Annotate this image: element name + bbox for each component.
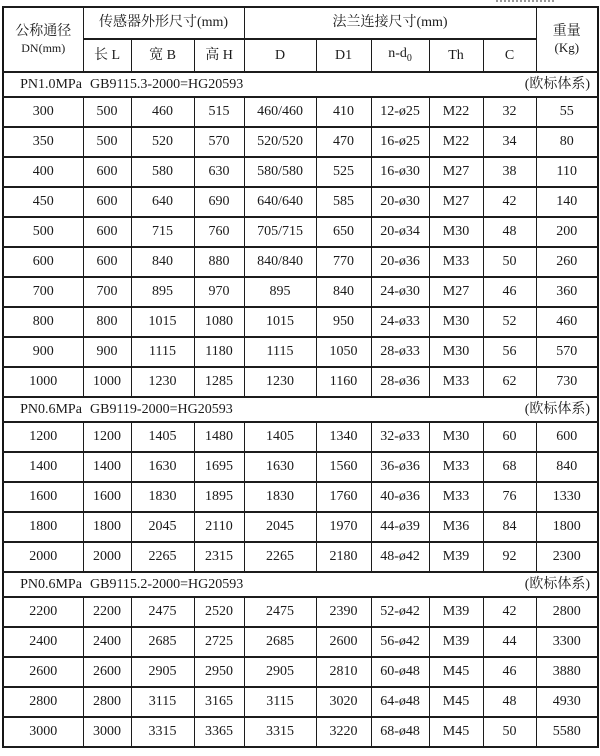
spec-cell: 46 — [483, 277, 536, 307]
spec-cell: 56-ø42 — [371, 627, 429, 657]
spec-cell: 700 — [3, 277, 83, 307]
spec-cell: 1695 — [194, 452, 244, 482]
spec-cell: 525 — [316, 157, 371, 187]
spec-cell: 1630 — [244, 452, 316, 482]
spec-cell: M45 — [429, 717, 483, 747]
spec-cell: 140 — [536, 187, 598, 217]
spec-cell: 350 — [3, 127, 83, 157]
spec-cell: 28-ø33 — [371, 337, 429, 367]
spec-data-row — [3, 512, 598, 542]
spec-cell: 700 — [83, 277, 131, 307]
pressure-rating-label: PN0.6MPa — [20, 576, 82, 592]
spec-cell: 500 — [83, 127, 131, 157]
spec-data-row — [3, 217, 598, 247]
spec-cell: 44 — [483, 627, 536, 657]
col-header-weight-unit: (Kg) — [554, 40, 580, 56]
spec-cell: 60 — [483, 422, 536, 452]
spec-data-row — [3, 597, 598, 627]
spec-cell: 2600 — [316, 627, 371, 657]
spec-cell: M22 — [429, 97, 483, 127]
header-row-2 — [3, 39, 598, 72]
spec-cell: 2475 — [131, 597, 194, 627]
spec-cell: 2000 — [83, 542, 131, 572]
spec-cell: 500 — [83, 97, 131, 127]
header-row-1 — [3, 7, 598, 39]
spec-cell: M30 — [429, 422, 483, 452]
spec-cell: 1340 — [316, 422, 371, 452]
section-header-cell — [3, 72, 598, 97]
spec-cell: 80 — [536, 127, 598, 157]
spec-cell: 1800 — [536, 512, 598, 542]
spec-cell: 2110 — [194, 512, 244, 542]
section-header-row — [3, 572, 598, 597]
spec-cell: 84 — [483, 512, 536, 542]
col-header-dn-title: 公称通径 — [15, 24, 72, 40]
spec-cell: 1285 — [194, 367, 244, 397]
standard-code-label: GB9115.3-2000=HG20593 — [90, 76, 244, 92]
spec-data-row — [3, 157, 598, 187]
section-header-content — [4, 576, 597, 594]
spec-data-row — [3, 247, 598, 277]
pressure-rating-label: PN1.0MPa — [20, 76, 82, 92]
spec-cell: 400 — [3, 157, 83, 187]
spec-cell: 20-ø30 — [371, 187, 429, 217]
table-body — [3, 72, 598, 747]
spec-cell: 470 — [316, 127, 371, 157]
spec-cell: M27 — [429, 277, 483, 307]
spec-cell: M45 — [429, 687, 483, 717]
section-header-content — [4, 76, 597, 94]
spec-cell: 640/640 — [244, 187, 316, 217]
spec-cell: 2315 — [194, 542, 244, 572]
standard-code-label: GB9119-2000=HG20593 — [90, 401, 233, 417]
spec-cell: 3880 — [536, 657, 598, 687]
spec-cell: 4930 — [536, 687, 598, 717]
spec-cell: 580 — [131, 157, 194, 187]
spec-cell: 880 — [194, 247, 244, 277]
spec-cell: 1015 — [131, 307, 194, 337]
spec-data-row — [3, 627, 598, 657]
spec-cell: M30 — [429, 217, 483, 247]
spec-cell: 1180 — [194, 337, 244, 367]
spec-data-row — [3, 452, 598, 482]
spec-cell: 650 — [316, 217, 371, 247]
spec-cell: 2800 — [83, 687, 131, 717]
spec-cell: 570 — [194, 127, 244, 157]
spec-cell: 1200 — [3, 422, 83, 452]
spec-data-row — [3, 187, 598, 217]
spec-cell: 2810 — [316, 657, 371, 687]
spec-cell: 24-ø30 — [371, 277, 429, 307]
spec-cell: M30 — [429, 307, 483, 337]
spec-cell: 600 — [83, 247, 131, 277]
col-header-weight-title: 重量 — [552, 23, 581, 39]
spec-cell: 1230 — [244, 367, 316, 397]
spec-cell: 1600 — [83, 482, 131, 512]
spec-cell: 1050 — [316, 337, 371, 367]
spec-cell: 800 — [3, 307, 83, 337]
spec-cell: 360 — [536, 277, 598, 307]
spec-cell: 28-ø36 — [371, 367, 429, 397]
spec-cell: M33 — [429, 482, 483, 512]
spec-cell: 68 — [483, 452, 536, 482]
spec-cell: M33 — [429, 367, 483, 397]
spec-cell: 50 — [483, 717, 536, 747]
spec-cell: 730 — [536, 367, 598, 397]
spec-cell: 36-ø36 — [371, 452, 429, 482]
spec-cell: 48 — [483, 217, 536, 247]
spec-cell: 16-ø25 — [371, 127, 429, 157]
table-header — [3, 7, 598, 72]
spec-cell: 1830 — [244, 482, 316, 512]
spec-cell: 52 — [483, 307, 536, 337]
spec-cell: 1405 — [244, 422, 316, 452]
spec-cell: 715 — [131, 217, 194, 247]
spec-cell: 800 — [83, 307, 131, 337]
section-header-cell — [3, 397, 598, 422]
spec-cell: 1480 — [194, 422, 244, 452]
spec-cell: 260 — [536, 247, 598, 277]
spec-cell: 2725 — [194, 627, 244, 657]
spec-cell: 40-ø36 — [371, 482, 429, 512]
spec-cell: 2300 — [536, 542, 598, 572]
spec-cell: 1115 — [131, 337, 194, 367]
standard-code-label: GB9115.2-2000=HG20593 — [90, 576, 244, 592]
spec-cell: 1080 — [194, 307, 244, 337]
crop-artifact-line — [496, 0, 554, 2]
spec-cell: 2390 — [316, 597, 371, 627]
spec-cell: 600 — [3, 247, 83, 277]
pressure-rating-label: PN0.6MPa — [20, 401, 82, 417]
spec-cell: 12-ø25 — [371, 97, 429, 127]
spec-cell: 3315 — [131, 717, 194, 747]
spec-cell: 600 — [83, 217, 131, 247]
spec-cell: 2400 — [83, 627, 131, 657]
spec-cell: 760 — [194, 217, 244, 247]
spec-cell: 3365 — [194, 717, 244, 747]
spec-cell: 200 — [536, 217, 598, 247]
spec-cell: 1000 — [3, 367, 83, 397]
spec-data-row — [3, 422, 598, 452]
spec-cell: 1230 — [131, 367, 194, 397]
spec-cell: 500 — [3, 217, 83, 247]
spec-cell: M33 — [429, 247, 483, 277]
spec-cell: 600 — [536, 422, 598, 452]
spec-cell: 520/520 — [244, 127, 316, 157]
spec-cell: M33 — [429, 452, 483, 482]
spec-cell: 24-ø33 — [371, 307, 429, 337]
spec-cell: 970 — [194, 277, 244, 307]
spec-cell: 2265 — [244, 542, 316, 572]
spec-cell: 3220 — [316, 717, 371, 747]
col-header-dn-unit: DN(mm) — [21, 40, 66, 55]
spec-cell: 2800 — [536, 597, 598, 627]
spec-cell: 2265 — [131, 542, 194, 572]
spec-data-row — [3, 127, 598, 157]
spec-cell: 55 — [536, 97, 598, 127]
spec-cell: 56 — [483, 337, 536, 367]
spec-cell: 2905 — [131, 657, 194, 687]
spec-data-row — [3, 307, 598, 337]
spec-cell: 20-ø34 — [371, 217, 429, 247]
spec-cell: 2800 — [3, 687, 83, 717]
spec-cell: 2475 — [244, 597, 316, 627]
col-header-dn — [3, 7, 83, 72]
spec-cell: 895 — [131, 277, 194, 307]
spec-cell: 580/580 — [244, 157, 316, 187]
spec-cell: 3020 — [316, 687, 371, 717]
spec-cell: 3165 — [194, 687, 244, 717]
spec-cell: 3300 — [536, 627, 598, 657]
spec-cell: 520 — [131, 127, 194, 157]
spec-cell: 900 — [83, 337, 131, 367]
col-header-d1: D1 — [316, 39, 371, 72]
section-header-content — [4, 401, 597, 419]
spec-cell: 1895 — [194, 482, 244, 512]
spec-cell: M39 — [429, 542, 483, 572]
spec-cell: 3315 — [244, 717, 316, 747]
spec-cell: 2685 — [131, 627, 194, 657]
section-header-cell — [3, 572, 598, 597]
spec-cell: 1970 — [316, 512, 371, 542]
spec-cell: M45 — [429, 657, 483, 687]
spec-cell: 2045 — [131, 512, 194, 542]
spec-cell: 460 — [536, 307, 598, 337]
spec-cell: 50 — [483, 247, 536, 277]
spec-cell: 840 — [316, 277, 371, 307]
spec-cell: 1560 — [316, 452, 371, 482]
spec-cell: 1160 — [316, 367, 371, 397]
spec-cell: 1800 — [83, 512, 131, 542]
spec-cell: M30 — [429, 337, 483, 367]
col-header-length: 长 L — [83, 39, 131, 72]
spec-cell: 895 — [244, 277, 316, 307]
spec-cell: 68-ø48 — [371, 717, 429, 747]
col-header-nd0 — [371, 39, 429, 72]
spec-cell: 52-ø42 — [371, 597, 429, 627]
spec-cell: 1800 — [3, 512, 83, 542]
spec-cell: 515 — [194, 97, 244, 127]
spec-cell: 2400 — [3, 627, 83, 657]
spec-cell: 3115 — [131, 687, 194, 717]
standard-system-note: (欧标体系) — [524, 76, 591, 92]
spec-cell: 900 — [3, 337, 83, 367]
col-header-height: 高 H — [194, 39, 244, 72]
standard-system-note: (欧标体系) — [524, 576, 591, 592]
spec-cell: 32 — [483, 97, 536, 127]
spec-cell: 1830 — [131, 482, 194, 512]
spec-cell: 300 — [3, 97, 83, 127]
spec-data-row — [3, 277, 598, 307]
spec-data-row — [3, 687, 598, 717]
spec-cell: 2180 — [316, 542, 371, 572]
spec-cell: 410 — [316, 97, 371, 127]
spec-cell: 42 — [483, 187, 536, 217]
spec-data-row — [3, 717, 598, 747]
spec-cell: 950 — [316, 307, 371, 337]
spec-cell: 2520 — [194, 597, 244, 627]
spec-cell: M27 — [429, 187, 483, 217]
spec-cell: 42 — [483, 597, 536, 627]
spec-cell: 20-ø36 — [371, 247, 429, 277]
col-header-nd0-label: n-d — [388, 46, 407, 62]
col-header-nd0-subscript: 0 — [406, 53, 412, 65]
spec-cell: 840 — [536, 452, 598, 482]
col-header-width: 宽 B — [131, 39, 194, 72]
spec-cell: 3115 — [244, 687, 316, 717]
col-group-sensor-dimensions: 传感器外形尺寸(mm) — [83, 7, 244, 39]
spec-cell: 640 — [131, 187, 194, 217]
spec-cell: 600 — [83, 187, 131, 217]
spec-cell: 110 — [536, 157, 598, 187]
spec-cell: 38 — [483, 157, 536, 187]
spec-cell: 2000 — [3, 542, 83, 572]
spec-cell: 76 — [483, 482, 536, 512]
spec-cell: 2950 — [194, 657, 244, 687]
spec-cell: 62 — [483, 367, 536, 397]
spec-cell: 44-ø39 — [371, 512, 429, 542]
spec-cell: 5580 — [536, 717, 598, 747]
spec-cell: 690 — [194, 187, 244, 217]
col-header-d: D — [244, 39, 316, 72]
spec-data-row — [3, 542, 598, 572]
spec-cell: M36 — [429, 512, 483, 542]
spec-cell: M22 — [429, 127, 483, 157]
spec-cell: 1015 — [244, 307, 316, 337]
spec-cell: 34 — [483, 127, 536, 157]
spec-cell: 1630 — [131, 452, 194, 482]
spec-cell: 570 — [536, 337, 598, 367]
col-header-th: Th — [429, 39, 483, 72]
spec-cell: 2600 — [3, 657, 83, 687]
spec-cell: 3000 — [3, 717, 83, 747]
spec-cell: 1400 — [83, 452, 131, 482]
spec-cell: 48 — [483, 687, 536, 717]
spec-cell: 32-ø33 — [371, 422, 429, 452]
spec-cell: 600 — [83, 157, 131, 187]
spec-cell: 1760 — [316, 482, 371, 512]
spec-data-row — [3, 657, 598, 687]
spec-data-row — [3, 482, 598, 512]
spec-cell: 92 — [483, 542, 536, 572]
spec-cell: 1600 — [3, 482, 83, 512]
spec-cell: 16-ø30 — [371, 157, 429, 187]
spec-cell: 1330 — [536, 482, 598, 512]
spec-cell: 585 — [316, 187, 371, 217]
spec-cell: 460/460 — [244, 97, 316, 127]
spec-cell: M39 — [429, 627, 483, 657]
section-header-row — [3, 72, 598, 97]
col-header-weight — [536, 7, 598, 72]
flange-spec-table — [2, 6, 599, 748]
spec-data-row — [3, 97, 598, 127]
spec-cell: 840/840 — [244, 247, 316, 277]
spec-cell: 2905 — [244, 657, 316, 687]
spec-cell: 60-ø48 — [371, 657, 429, 687]
spec-cell: 3000 — [83, 717, 131, 747]
spec-cell: M39 — [429, 597, 483, 627]
spec-data-row — [3, 367, 598, 397]
spec-cell: 64-ø48 — [371, 687, 429, 717]
spec-cell: 1200 — [83, 422, 131, 452]
spec-cell: 1400 — [3, 452, 83, 482]
standard-system-note: (欧标体系) — [524, 401, 591, 417]
spec-cell: 1000 — [83, 367, 131, 397]
spec-cell: 2200 — [83, 597, 131, 627]
spec-cell: 1405 — [131, 422, 194, 452]
spec-cell: 630 — [194, 157, 244, 187]
spec-cell: 2200 — [3, 597, 83, 627]
spec-cell: 46 — [483, 657, 536, 687]
spec-cell: 840 — [131, 247, 194, 277]
spec-cell: 2045 — [244, 512, 316, 542]
spec-data-row — [3, 337, 598, 367]
spec-cell: 460 — [131, 97, 194, 127]
spec-cell: 450 — [3, 187, 83, 217]
col-header-c: C — [483, 39, 536, 72]
spec-cell: 2685 — [244, 627, 316, 657]
spec-cell: 1115 — [244, 337, 316, 367]
spec-cell: 705/715 — [244, 217, 316, 247]
spec-cell: 2600 — [83, 657, 131, 687]
spec-cell: 770 — [316, 247, 371, 277]
section-header-row — [3, 397, 598, 422]
spec-cell: 48-ø42 — [371, 542, 429, 572]
spec-cell: M27 — [429, 157, 483, 187]
col-group-flange-dimensions: 法兰连接尺寸(mm) — [244, 7, 536, 39]
